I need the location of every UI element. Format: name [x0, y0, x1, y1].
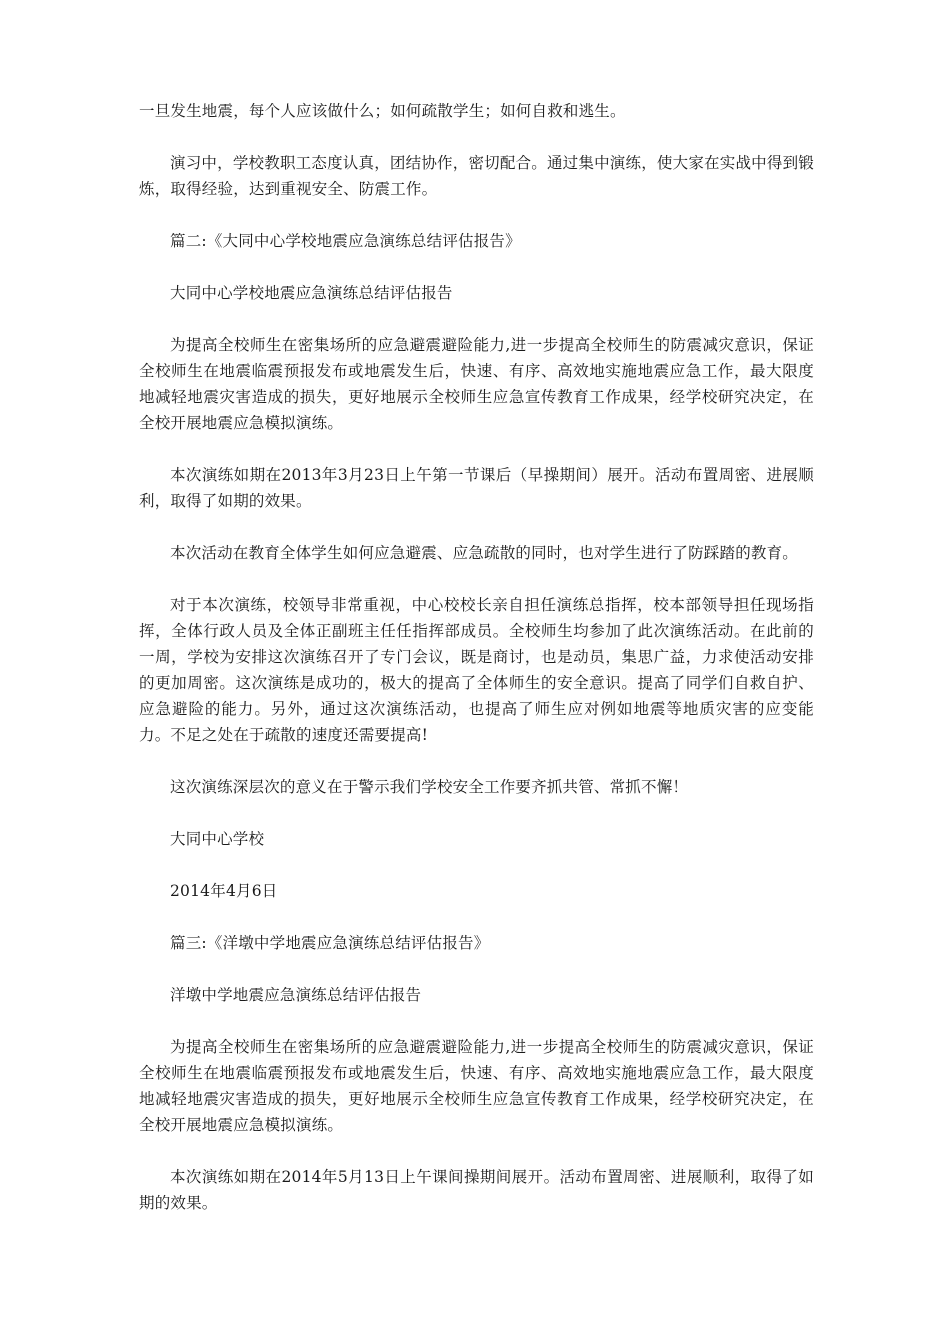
paragraph: 演习中，学校教职工态度认真，团结协作，密切配合。通过集中演练，使大家在实战中得到锻炼，取得经验，达到重视安全、防震工作。 — [139, 154, 814, 198]
section-heading: 篇二:《大同中心学校地震应急演练总结评估报告》 — [170, 232, 521, 250]
paragraph: 为提高全校师生在密集场所的应急避震避险能力,进一步提高全校师生的防震减灾意识，保证全校师生在地震临震预报发布或地震发生后，快速、有序、高效地实施地震应急工作，最大限度地减轻地震灾害造成的损失，更好地展示全校师生应急宣传教育工作成果，经学校研究决定，在全校开展地震应急模拟演练。 — [139, 1038, 814, 1134]
paragraph: 本次活动在教育全体学生如何应急避震、应急疏散的同时，也对学生进行了防踩踏的教育。 — [170, 544, 799, 562]
paragraph-gap — [139, 124, 814, 150]
paragraph-gap — [139, 956, 814, 982]
paragraph-gap — [139, 202, 814, 228]
paragraph: 这次演练深层次的意义在于警示我们学校安全工作要齐抓共管、常抓不懈！ — [170, 778, 689, 796]
paragraph-gap — [139, 852, 814, 878]
paragraph-gap — [139, 566, 814, 592]
section-heading: 篇三:《洋墩中学地震应急演练总结评估报告》 — [170, 934, 490, 952]
paragraph: 本次演练如期在2014年5月13日上午课间操期间展开。活动布置周密、进展顺利，取得了如期的效果。 — [139, 1168, 814, 1212]
paragraph-gap — [139, 254, 814, 280]
paragraph: 为提高全校师生在密集场所的应急避震避险能力,进一步提高全校师生的防震减灾意识，保证全校师生在地震临震预报发布或地震发生后，快速、有序、高效地实施地震应急工作，最大限度地减轻地震灾害造成的损失，更好地展示全校师生应急宣传教育工作成果，经学校研究决定，在全校开展地震应急模拟演练。 — [139, 336, 814, 432]
paragraph-gap — [139, 904, 814, 930]
paragraph-gap — [139, 1138, 814, 1164]
paragraph-gap — [139, 800, 814, 826]
paragraph-gap — [139, 1008, 814, 1034]
paragraph-continued: 一旦发生地震，每个人应该做什么；如何疏散学生；如何自救和逃生。 — [139, 102, 626, 120]
document-body — [139, 98, 814, 1216]
paragraph-gap — [139, 306, 814, 332]
report-title: 大同中心学校地震应急演练总结评估报告 — [170, 284, 453, 302]
paragraph: 对于本次演练，校领导非常重视，中心校校长亲自担任演练总指挥，校本部领导担任现场指挥，全体行政人员及全体正副班主任任指挥部成员。全校师生均参加了此次演练活动。在此前的一周，学校为安排这次演练召开了专门会议，既是商讨，也是动员，集思广益，力求使活动安排的更加周密。这次演练是成功的，极大的提高了全体师生的安全意识。提高了同学们自救自护、应急避险的能力。另外，通过这次演练活动，也提高了师生应对例如地震等地质灾害的应变能力。不足之处在于疏散的速度还需要提高! — [139, 596, 814, 744]
paragraph: 本次演练如期在2013年3月23日上午第一节课后（早操期间）展开。活动布置周密、进展顺利，取得了如期的效果。 — [139, 466, 814, 510]
paragraph-gap — [139, 748, 814, 774]
report-title: 洋墩中学地震应急演练总结评估报告 — [170, 986, 422, 1004]
paragraph-gap — [139, 514, 814, 540]
signature-organization: 大同中心学校 — [170, 830, 265, 848]
signature-date: 2014年4月6日 — [170, 882, 278, 900]
paragraph-gap — [139, 436, 814, 462]
